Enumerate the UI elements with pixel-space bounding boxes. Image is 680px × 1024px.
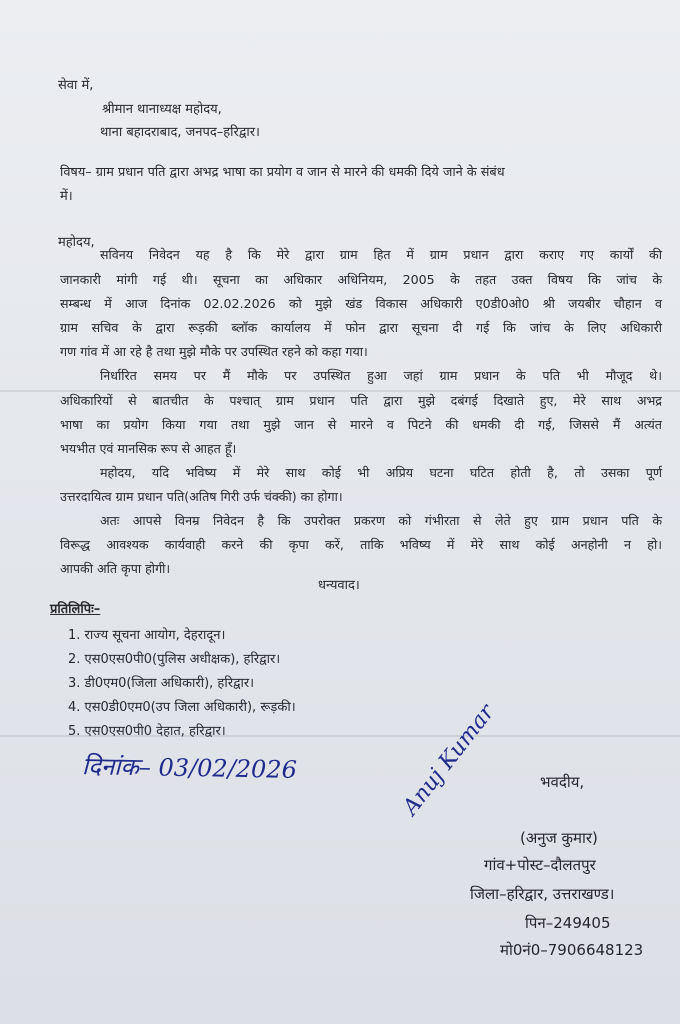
subject-line: में। [60, 189, 73, 204]
body-line: भाषा का प्रयोग किया गया तथा मुझे जान से मारने व पिटने की धमकी दी गई, जिससे मैं अत्यंत [60, 417, 662, 432]
body-line: अतः आपसे विनम्र निवेदन है कि उपरोक्त प्रकरण को गंभीरता से लेते हुए ग्राम प्रधान पति के [100, 513, 662, 528]
sender-village: गांव+पोस्ट–दौलतपुर [484, 856, 596, 874]
subject-line: विषय– ग्राम प्रधान पति द्वारा अभद्र भाषा का प्रयोग व जान से मारने की धमकी दिये जाने के संबंध [60, 165, 505, 180]
sender-pin: पिन–249405 [525, 914, 611, 932]
sender-name: (अनुज कुमार) [520, 829, 598, 847]
body-line: गण गांव में आ रहे है तथा मुझे मौके पर उपस्थित रहने को कहा गया। [60, 344, 368, 359]
handwritten-date: दिनांक– 03/02/2026 [81, 752, 298, 784]
sender-district: जिला–हरिद्वार, उत्तराखण्ड। [470, 885, 615, 903]
thanks: धन्यवाद। [318, 578, 360, 593]
body-line: उत्तरदायित्व ग्राम प्रधान पति(अतिष गिरी उर्फ चंक्की) का होगा। [60, 489, 343, 504]
copy-item: 3. डी0एम0(जिला अधिकारी), हरिद्वार। [68, 676, 255, 691]
body-line: विरूद्ध आवश्यक कार्यवाही करने की कृपा करें, ताकि भविष्य में मेरे साथ कोई अनहोनी न हो। [60, 537, 662, 552]
body-line: निर्धारित समय पर मैं मौके पर उपस्थित हुआ जहां ग्राम प्रधान के पति भी मौजूद थे। [100, 368, 662, 383]
sender-mobile: मो0नं0–7906648123 [500, 941, 644, 959]
body-line: अधिकारियों से बातचीत के पश्चात् ग्राम प्रधान पति द्वारा मुझे दबंगई दिखाते हुए, मेरे साथ अभद्र [60, 393, 662, 408]
body-line: ग्राम सचिव के द्वारा रूड़की ब्लॉक कार्यालय में फोन द्वारा सूचना दी गई कि जांच के लिए अधिकारी [60, 320, 662, 335]
copy-item: 5. एस0एस0पी0 देहात, हरिद्वार। [68, 724, 226, 739]
body-line: आपकी अति कृपा होगी। [60, 561, 171, 576]
greeting: महोदय, [58, 235, 95, 250]
recipient-line: श्रीमान थानाध्यक्ष महोदय, [102, 102, 222, 117]
body-line: भयभीत एवं मानसिक रूप से आहत हूँ। [60, 441, 237, 456]
body-line: जानकारी मांगी गई थी। सूचना का अधिकार अधिनियम, 2005 के तहत उक्त विषय कि जांच के [60, 272, 662, 287]
body-line: महोदय, यदि भविष्य में मेरे साथ कोई भी अप्रिय घटना घटित होती है, तो उसका पूर्ण [100, 465, 662, 480]
body-line: सविनय निवेदन यह है कि मेरे द्वारा ग्राम हित में ग्राम प्रधान द्वारा कराए गए कार्यों की [100, 247, 662, 262]
signature: Anuj Kumar [398, 700, 500, 820]
paper-fold [0, 390, 680, 392]
recipient-line: थाना बहादराबाद, जनपद–हरिद्वार। [100, 125, 260, 140]
closing: भवदीय, [540, 773, 585, 791]
copy-item: 1. राज्य सूचना आयोग, देहरादून। [68, 628, 226, 643]
body-line: सम्बन्ध में आज दिनांक 02.02.2026 को मुझे खंड विकास अधिकारी ए0डी0ओ0 श्री जयबीर चौहान व [60, 296, 662, 311]
copy-heading: प्रतिलिपिः– [50, 602, 101, 617]
salutation-to: सेवा में, [58, 78, 94, 93]
copy-item: 2. एस0एस0पी0(पुलिस अधीक्षक), हरिद्वार। [68, 652, 281, 667]
copy-item: 4. एस0डी0एम0(उप जिला अधिकारी), रूड़की। [68, 700, 296, 715]
